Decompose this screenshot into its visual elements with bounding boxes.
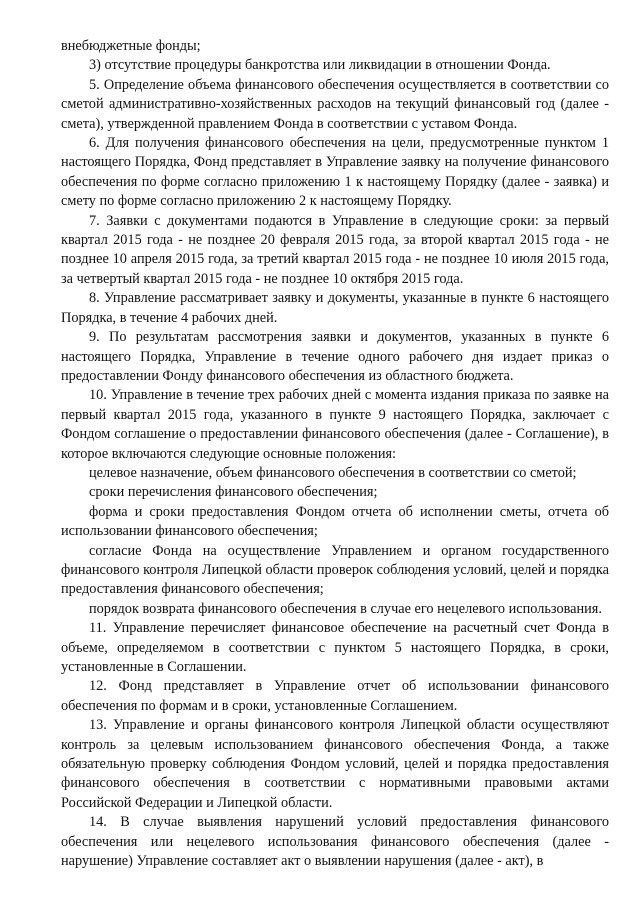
paragraph-9: 9. По результатам рассмотрения заявки и документов, указанных в пункте 6 настоящего Порядка, Управление в течение одного рабочего дня издает приказ о предоставлении Фонду финансового обеспечения из областного бюджета. [61, 329, 609, 384]
paragraph-continuation: внебюджетные фонды; [61, 38, 201, 54]
paragraph-11: 11. Управление перечисляет финансовое обеспечение на расчетный счет Фонда в объеме, определяемом в соответствии с пунктом 5 настоящего Порядка, в сроки, установленные в Соглашении. [61, 620, 609, 675]
paragraph-6: 6. Для получения финансового обеспечения на цели, предусмотренные пунктом 1 настоящего Порядка, Фонд представляет в Управление заявку на получение финансового обеспечения по форме согласно приложению 1 к настоящему Порядку (далее - заявка) и смету по форме согласно приложению 2 к настоящему Порядку. [61, 135, 609, 210]
paragraph-7: 7. Заявки с документами подаются в Управление в следующие сроки: за первый квартал 2015 года - не позднее 20 февраля 2015 года, за второй квартал 2015 года - не позднее 10 апреля 2015 года, за третий квартал 2015 года - не позднее 10 июля 2015 года, за четвертый квартал 2015 года - не позднее 10 октября 2015 года. [61, 212, 609, 287]
paragraph-10: 10. Управление в течение трех рабочих дней с момента издания приказа по заявке на первый квартал 2015 года, указанного в пункте 9 настоящего Порядка, заключает с Фондом соглашение о предоставлении финансового обеспечения (далее - Соглашение), в которое включаются следующие основные положения: [61, 387, 609, 462]
document-body [61, 37, 609, 871]
paragraph-8: 8. Управление рассматривает заявку и документы, указанные в пункте 6 настоящего Порядка, в течение 4 рабочих дней. [61, 290, 609, 326]
paragraph-14: 14. В случае выявления нарушений условий предоставления финансового обеспечения или нецелевого использования финансового обеспечения (далее - нарушение) Управление составляет акт о выявлении нарушения (далее - акт), в [61, 814, 609, 870]
paragraph-12: 12. Фонд представляет в Управление отчет об использовании финансового обеспечения по формам и в сроки, установленные Соглашением. [61, 678, 609, 714]
paragraph-5: 5. Определение объема финансового обеспечения осуществляется в соответствии со сметой административно-хозяйственных расходов на текущий финансовый год (далее - смета), утвержденной правлением Фонда в соответствии с уставом Фонда. [61, 76, 609, 132]
paragraph-10-item-report-form: форма и сроки предоставления Фондом отчета об исполнении сметы, отчета об использовании финансового обеспечения; [61, 503, 609, 540]
paragraph-10-item-purpose: целевое назначение, объем финансового обеспечения в соответствии со сметой; [89, 464, 577, 481]
paragraph-13: 13. Управление и органы финансового контроля Липецкой области осуществляют контроль за целевым использованием финансового обеспечения Фонда, а также обязательную проверку соблюдения Фондом условий, целей и порядка предоставления финансового обеспечения в соответствии с нормативными правовыми актами Российской Федерации и Липецкой области. [61, 717, 609, 811]
paragraph-10-item-transfer-terms: сроки перечисления финансового обеспечения; [89, 484, 378, 501]
paragraph-10-item-consent: согласие Фонда на осуществление Управлением и органом государственного финансового контроля Липецкой области проверок соблюдения условий, целей и порядка предоставления финансового обеспечения; [61, 542, 610, 598]
paragraph-item-3: 3) отсутствие процедуры банкротства или ликвидации в отношении Фонда. [89, 57, 551, 74]
paragraph-10-item-return-order: порядок возврата финансового обеспечения в случае его нецелевого использования. [89, 600, 602, 617]
